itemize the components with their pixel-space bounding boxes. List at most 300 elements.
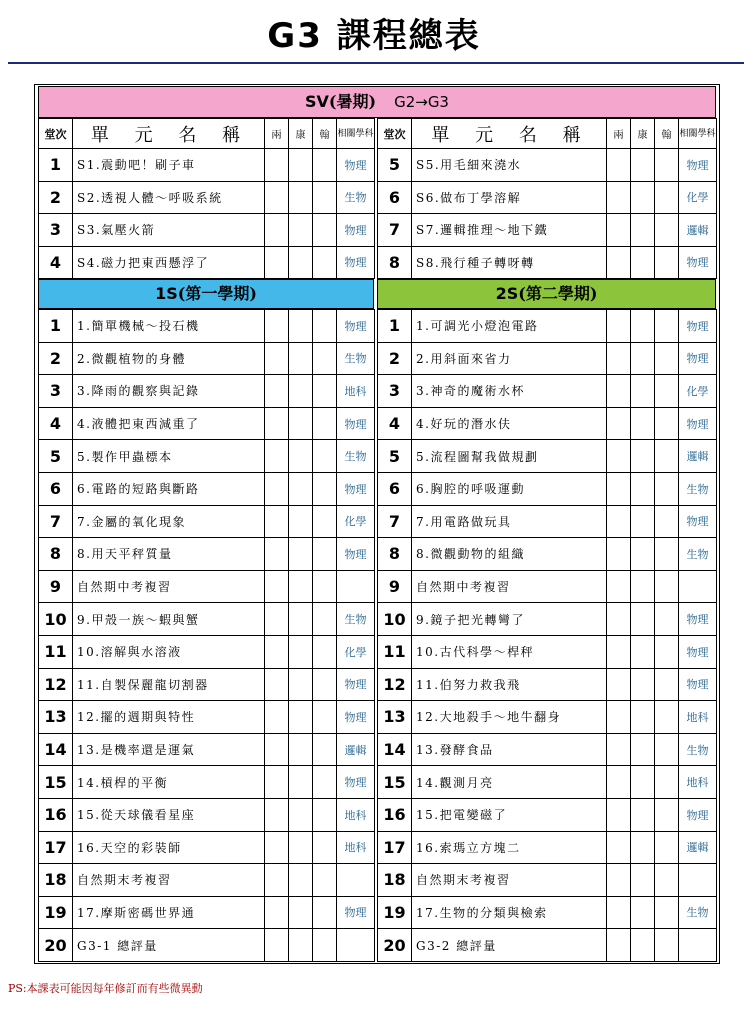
lesson-name: 8.微觀動物的組織 [412, 538, 607, 571]
lesson-name: 自然期末考複習 [73, 864, 265, 897]
lesson-name: 1.可調光小燈泡電路 [412, 310, 607, 343]
lesson-number: 16 [39, 798, 73, 831]
subject-label: 生物 [679, 896, 717, 929]
lesson-name: 10.溶解與水溶液 [73, 635, 265, 668]
lesson-name: G3-1 總評量 [73, 929, 265, 962]
table-row [378, 505, 717, 538]
blank-cell [313, 766, 337, 799]
blank-cell [289, 864, 313, 897]
blank-cell [313, 149, 337, 182]
table-row [39, 472, 375, 505]
table-row [39, 342, 375, 375]
lesson-number: 18 [39, 864, 73, 897]
blank-cell [631, 864, 655, 897]
blank-cell [655, 831, 679, 864]
header-col-2: 康 [289, 119, 313, 149]
blank-cell [313, 472, 337, 505]
lesson-name: 4.液體把東西減重了 [73, 407, 265, 440]
lesson-number: 7 [39, 505, 73, 538]
subject-label: 物理 [679, 407, 717, 440]
blank-cell [655, 440, 679, 473]
table-row [378, 181, 717, 214]
lesson-number: 4 [39, 246, 73, 279]
subject-label [337, 929, 375, 962]
blank-cell [265, 407, 289, 440]
table-row [39, 181, 375, 214]
lesson-name: 5.製作甲蟲標本 [73, 440, 265, 473]
blank-cell [289, 505, 313, 538]
blank-cell [289, 766, 313, 799]
lesson-number: 17 [39, 831, 73, 864]
table-row [378, 342, 717, 375]
lesson-name: 6.電路的短路與斷路 [73, 472, 265, 505]
lesson-name: 14.觀測月亮 [412, 766, 607, 799]
table-row [378, 864, 717, 897]
lesson-number: 16 [378, 798, 412, 831]
blank-cell [655, 766, 679, 799]
blank-cell [289, 246, 313, 279]
blank-cell [313, 214, 337, 247]
semester2-table [377, 309, 717, 962]
blank-cell [265, 635, 289, 668]
blank-cell [313, 798, 337, 831]
lesson-name: G3-2 總評量 [412, 929, 607, 962]
header-col-1: 兩 [607, 119, 631, 149]
subject-label [679, 864, 717, 897]
semester1-code: 1S [155, 284, 178, 303]
blank-cell [265, 472, 289, 505]
lesson-name: 13.是機率還是運氣 [73, 733, 265, 766]
lesson-name: 16.索瑪立方塊二 [412, 831, 607, 864]
lesson-name: 4.好玩的潛水伕 [412, 407, 607, 440]
subject-label: 物理 [337, 149, 375, 182]
summer-range: G2→G3 [394, 93, 449, 111]
blank-cell [265, 603, 289, 636]
blank-cell [607, 603, 631, 636]
blank-cell [655, 505, 679, 538]
lesson-name: 自然期中考複習 [412, 570, 607, 603]
table-row [39, 635, 375, 668]
blank-cell [265, 570, 289, 603]
table-row [378, 733, 717, 766]
subject-label: 物理 [337, 472, 375, 505]
subject-label: 物理 [679, 310, 717, 343]
subject-label: 生物 [337, 181, 375, 214]
subject-label: 物理 [337, 538, 375, 571]
table-row [378, 149, 717, 182]
table-row [39, 831, 375, 864]
subject-label: 物理 [337, 407, 375, 440]
table-row [378, 929, 717, 962]
blank-cell [631, 181, 655, 214]
table-row [378, 766, 717, 799]
lesson-name: S5.用毛細來澆水 [412, 149, 607, 182]
table-row [39, 766, 375, 799]
lesson-number: 11 [378, 635, 412, 668]
lesson-number: 7 [378, 214, 412, 247]
semester2-code: 2S [495, 284, 519, 303]
lesson-number: 1 [378, 310, 412, 343]
lesson-name: 15.從天球儀看星座 [73, 798, 265, 831]
blank-cell [607, 505, 631, 538]
blank-cell [607, 538, 631, 571]
lesson-name: 16.天空的彩裝師 [73, 831, 265, 864]
lesson-number: 6 [378, 181, 412, 214]
blank-cell [631, 149, 655, 182]
blank-cell [631, 570, 655, 603]
subject-label: 化學 [679, 181, 717, 214]
table-row [39, 310, 375, 343]
subject-label: 邏輯 [679, 214, 717, 247]
table-row [378, 668, 717, 701]
table-row [39, 407, 375, 440]
blank-cell [289, 570, 313, 603]
lesson-number: 6 [378, 472, 412, 505]
lesson-number: 2 [39, 342, 73, 375]
header-name: 單 元 名 稱 [73, 119, 265, 149]
blank-cell [265, 929, 289, 962]
subject-label: 邏輯 [679, 440, 717, 473]
blank-cell [313, 831, 337, 864]
lesson-name: 6.胸腔的呼吸運動 [412, 472, 607, 505]
table-row [378, 375, 717, 408]
blank-cell [655, 310, 679, 343]
blank-cell [631, 246, 655, 279]
header-num: 堂次 [378, 119, 412, 149]
blank-cell [289, 472, 313, 505]
blank-cell [313, 505, 337, 538]
subject-label [337, 864, 375, 897]
header-col-3: 翰 [313, 119, 337, 149]
semester1-band [38, 279, 374, 309]
subject-label: 生物 [679, 472, 717, 505]
blank-cell [607, 149, 631, 182]
lesson-number: 4 [378, 407, 412, 440]
blank-cell [313, 635, 337, 668]
lesson-name: 5.流程圖幫我做規劃 [412, 440, 607, 473]
blank-cell [655, 603, 679, 636]
blank-cell [655, 149, 679, 182]
blank-cell [265, 440, 289, 473]
blank-cell [289, 149, 313, 182]
blank-cell [265, 538, 289, 571]
blank-cell [265, 668, 289, 701]
lesson-name: 15.把電變磁了 [412, 798, 607, 831]
blank-cell [265, 375, 289, 408]
table-row [378, 472, 717, 505]
subject-label: 地科 [337, 831, 375, 864]
lesson-number: 13 [378, 701, 412, 734]
blank-cell [655, 798, 679, 831]
blank-cell [289, 214, 313, 247]
table-row [378, 538, 717, 571]
blank-cell [313, 181, 337, 214]
lesson-number: 3 [39, 214, 73, 247]
blank-cell [607, 472, 631, 505]
blank-cell [607, 668, 631, 701]
header-num: 堂次 [39, 119, 73, 149]
blank-cell [631, 733, 655, 766]
lesson-name: S3.氣壓火箭 [73, 214, 265, 247]
blank-cell [631, 929, 655, 962]
blank-cell [313, 407, 337, 440]
table-row [39, 798, 375, 831]
blank-cell [289, 440, 313, 473]
lesson-name: 17.生物的分類與檢索 [412, 896, 607, 929]
subject-label: 物理 [337, 246, 375, 279]
blank-cell [289, 407, 313, 440]
subject-label: 化學 [337, 505, 375, 538]
subject-label: 生物 [337, 342, 375, 375]
subject-label [679, 570, 717, 603]
lesson-number: 8 [39, 538, 73, 571]
subject-label: 地科 [337, 798, 375, 831]
blank-cell [265, 896, 289, 929]
lesson-number: 19 [39, 896, 73, 929]
table-row [378, 570, 717, 603]
subject-label: 生物 [337, 603, 375, 636]
blank-cell [289, 310, 313, 343]
lesson-number: 9 [39, 570, 73, 603]
table-row [39, 505, 375, 538]
lesson-name: 12.擺的週期與特性 [73, 701, 265, 734]
subject-label: 化學 [337, 635, 375, 668]
lesson-number: 19 [378, 896, 412, 929]
table-row [378, 635, 717, 668]
lesson-name: 11.伯努力救我飛 [412, 668, 607, 701]
blank-cell [631, 538, 655, 571]
subject-label [337, 570, 375, 603]
lesson-number: 5 [378, 149, 412, 182]
blank-cell [655, 342, 679, 375]
blank-cell [265, 864, 289, 897]
subject-label: 物理 [337, 310, 375, 343]
blank-cell [313, 668, 337, 701]
lesson-number: 11 [39, 635, 73, 668]
blank-cell [655, 864, 679, 897]
lesson-number: 1 [39, 149, 73, 182]
summer-right-table [377, 118, 717, 279]
blank-cell [607, 733, 631, 766]
header-col-1: 兩 [265, 119, 289, 149]
header-col-2: 康 [631, 119, 655, 149]
blank-cell [289, 342, 313, 375]
blank-cell [631, 831, 655, 864]
blank-cell [313, 701, 337, 734]
blank-cell [289, 635, 313, 668]
blank-cell [607, 635, 631, 668]
lesson-number: 3 [378, 375, 412, 408]
lesson-number: 20 [39, 929, 73, 962]
blank-cell [655, 733, 679, 766]
lesson-name: 7.金屬的氧化現象 [73, 505, 265, 538]
subject-label: 生物 [679, 538, 717, 571]
blank-cell [313, 440, 337, 473]
blank-cell [631, 375, 655, 408]
blank-cell [607, 181, 631, 214]
lesson-number: 8 [378, 538, 412, 571]
lesson-number: 8 [378, 246, 412, 279]
blank-cell [289, 896, 313, 929]
blank-cell [655, 929, 679, 962]
table-row [378, 798, 717, 831]
blank-cell [289, 181, 313, 214]
blank-cell [655, 896, 679, 929]
semester2-label: (第二學期) [518, 284, 598, 303]
blank-cell [631, 342, 655, 375]
footnote: PS:本課表可能因每年修訂而有些微異動 [8, 982, 203, 995]
table-row [378, 407, 717, 440]
blank-cell [631, 635, 655, 668]
lesson-number: 1 [39, 310, 73, 343]
blank-cell [631, 603, 655, 636]
blank-cell [313, 342, 337, 375]
subject-label: 地科 [679, 701, 717, 734]
page-title: G3 課程總表 [267, 16, 481, 56]
lesson-number: 10 [378, 603, 412, 636]
blank-cell [313, 538, 337, 571]
lesson-name: 13.發酵食品 [412, 733, 607, 766]
summer-left-table [38, 118, 375, 279]
blank-cell [631, 505, 655, 538]
table-row [39, 668, 375, 701]
subject-label: 地科 [337, 375, 375, 408]
blank-cell [631, 701, 655, 734]
blank-cell [655, 701, 679, 734]
title-divider [8, 62, 744, 64]
blank-cell [607, 342, 631, 375]
subject-label: 邏輯 [337, 733, 375, 766]
blank-cell [655, 635, 679, 668]
lesson-name: 17.摩斯密碼世界通 [73, 896, 265, 929]
header-related-subject: 相關學科 [679, 119, 717, 149]
blank-cell [607, 570, 631, 603]
blank-cell [607, 310, 631, 343]
lesson-number: 14 [39, 733, 73, 766]
semester1-table [38, 309, 375, 962]
lesson-number: 3 [39, 375, 73, 408]
blank-cell [289, 701, 313, 734]
blank-cell [607, 214, 631, 247]
lesson-name: 3.神奇的魔術水杯 [412, 375, 607, 408]
blank-cell [313, 310, 337, 343]
blank-cell [313, 246, 337, 279]
lesson-number: 10 [39, 603, 73, 636]
table-row [39, 246, 375, 279]
blank-cell [655, 407, 679, 440]
lesson-number: 5 [378, 440, 412, 473]
blank-cell [607, 246, 631, 279]
blank-cell [313, 570, 337, 603]
blank-cell [313, 896, 337, 929]
blank-cell [631, 472, 655, 505]
blank-cell [655, 472, 679, 505]
subject-label: 物理 [679, 798, 717, 831]
table-row [378, 440, 717, 473]
lesson-name: 8.用天平秤質量 [73, 538, 265, 571]
blank-cell [607, 896, 631, 929]
table-row [378, 214, 717, 247]
subject-label: 物理 [679, 603, 717, 636]
lesson-number: 12 [39, 668, 73, 701]
summer-code: SV [305, 92, 329, 111]
subject-label: 化學 [679, 375, 717, 408]
blank-cell [607, 440, 631, 473]
blank-cell [289, 603, 313, 636]
blank-cell [607, 831, 631, 864]
blank-cell [313, 864, 337, 897]
blank-cell [265, 766, 289, 799]
lesson-name: 14.槓桿的平衡 [73, 766, 265, 799]
table-row [378, 896, 717, 929]
lesson-name: 2.用斜面來省力 [412, 342, 607, 375]
subject-label: 生物 [679, 733, 717, 766]
blank-cell [313, 375, 337, 408]
lesson-number: 13 [39, 701, 73, 734]
table-row [378, 603, 717, 636]
lesson-number: 9 [378, 570, 412, 603]
table-row [39, 440, 375, 473]
lesson-number: 6 [39, 472, 73, 505]
subject-label: 物理 [679, 668, 717, 701]
lesson-number: 20 [378, 929, 412, 962]
blank-cell [631, 407, 655, 440]
blank-cell [289, 831, 313, 864]
blank-cell [265, 310, 289, 343]
table-row [39, 149, 375, 182]
subject-label: 邏輯 [679, 831, 717, 864]
table-row [39, 570, 375, 603]
table-row [39, 538, 375, 571]
blank-cell [289, 929, 313, 962]
header-name: 單 元 名 稱 [412, 119, 607, 149]
header-related-subject: 相關學科 [337, 119, 375, 149]
lesson-name: 11.自製保麗龍切割器 [73, 668, 265, 701]
blank-cell [607, 929, 631, 962]
table-row [378, 831, 717, 864]
semester2-band [377, 279, 716, 309]
blank-cell [265, 246, 289, 279]
table-row [378, 246, 717, 279]
table-row [39, 929, 375, 962]
lesson-number: 18 [378, 864, 412, 897]
blank-cell [289, 733, 313, 766]
blank-cell [631, 310, 655, 343]
subject-label: 物理 [679, 342, 717, 375]
header-row [378, 119, 717, 149]
blank-cell [655, 214, 679, 247]
blank-cell [289, 798, 313, 831]
lesson-name: 7.用電路做玩具 [412, 505, 607, 538]
lesson-number: 14 [378, 733, 412, 766]
blank-cell [265, 505, 289, 538]
lesson-name: 10.古代科學～桿秤 [412, 635, 607, 668]
blank-cell [289, 375, 313, 408]
lesson-name: S6.做布丁學溶解 [412, 181, 607, 214]
blank-cell [265, 831, 289, 864]
subject-label: 物理 [679, 635, 717, 668]
blank-cell [265, 342, 289, 375]
header-col-3: 翰 [655, 119, 679, 149]
table-row [39, 896, 375, 929]
header-row [39, 119, 375, 149]
table-row [39, 375, 375, 408]
summer-label: (暑期) [328, 92, 377, 111]
subject-label: 物理 [337, 766, 375, 799]
lesson-number: 4 [39, 407, 73, 440]
blank-cell [607, 798, 631, 831]
blank-cell [313, 929, 337, 962]
